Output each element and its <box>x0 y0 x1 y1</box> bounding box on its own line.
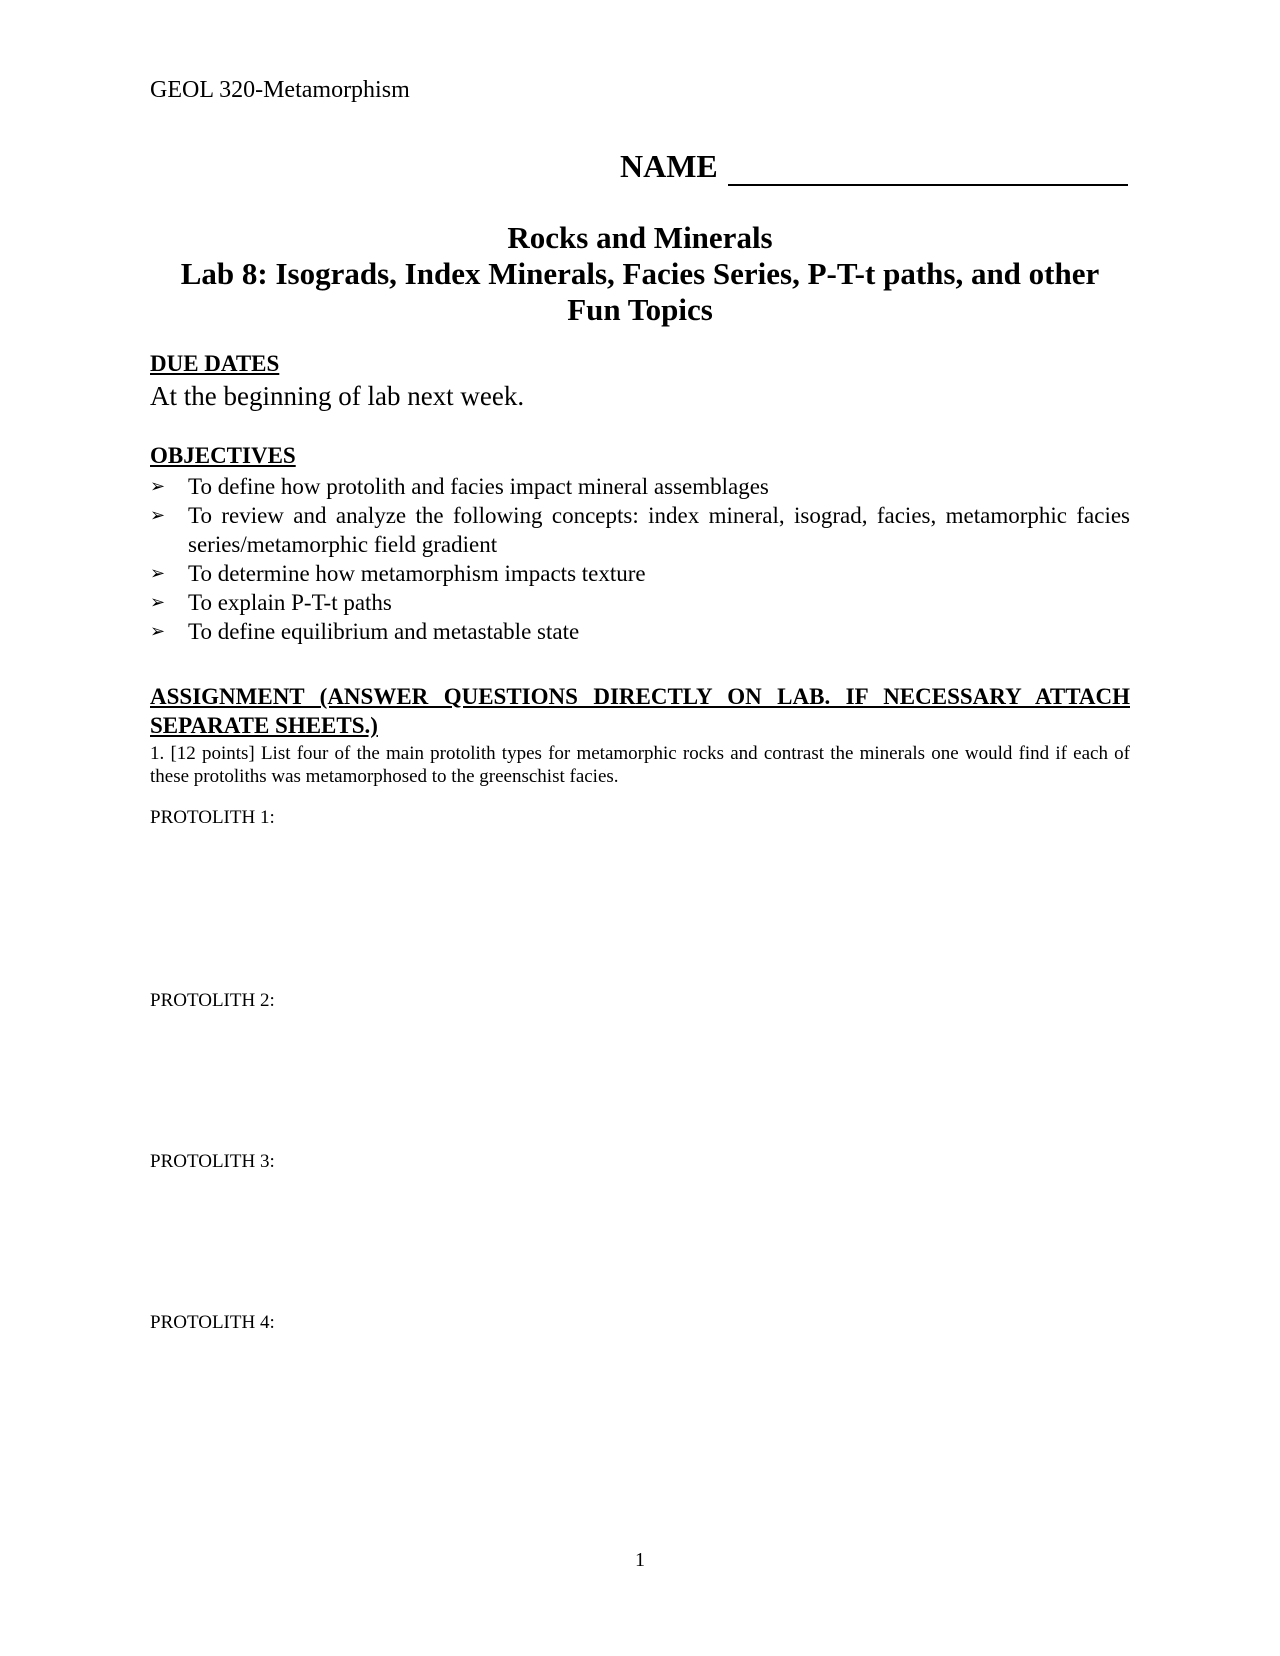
question-1: 1. [12 points] List four of the main protolith types for metamorphic rocks and contrast the minerals one would find if each of these protoliths was metamorphosed to the greenschist facies. <box>150 743 1130 787</box>
objective-item <box>150 501 1130 559</box>
due-dates-text: At the beginning of lab next week. <box>150 381 525 411</box>
objectives-heading: OBJECTIVES <box>150 443 296 468</box>
objective-text: To review and analyze the following concepts: index mineral, isograd, facies, metamorphic facies series/metamorphic field gradient <box>188 503 1130 557</box>
arrow-bullet-icon: ➢ <box>150 563 166 583</box>
assignment-heading: ASSIGNMENT (ANSWER QUESTIONS DIRECTLY ON LAB. IF NECESSARY ATTACH SEPARATE SHEETS.) <box>150 684 1130 738</box>
arrow-bullet-icon: ➢ <box>150 621 166 641</box>
due-dates-heading: DUE DATES <box>150 351 280 376</box>
protolith-1-label: PROTOLITH 1: <box>150 807 275 828</box>
protolith-2-label: PROTOLITH 2: <box>150 990 275 1011</box>
name-field <box>620 146 1130 186</box>
objective-text: To explain P-T-t paths <box>188 590 392 615</box>
objective-item <box>150 472 1130 501</box>
objective-text: To define how protolith and facies impact mineral assemblages <box>188 474 769 499</box>
objectives-list <box>150 472 1130 646</box>
title-line-2: Lab 8: Isograds, Index Minerals, Facies Series, P-T-t paths, and other <box>180 256 1100 291</box>
arrow-bullet-icon: ➢ <box>150 505 166 525</box>
name-blank-line[interactable] <box>728 148 1128 186</box>
lab-title <box>150 220 1130 328</box>
title-line-3: Fun Topics <box>567 292 713 327</box>
objective-item <box>150 617 1130 646</box>
protolith-4-label: PROTOLITH 4: <box>150 1312 275 1333</box>
objective-text: To define equilibrium and metastable state <box>188 619 580 644</box>
objective-item <box>150 559 1130 588</box>
title-line-1: Rocks and Minerals <box>507 220 773 255</box>
arrow-bullet-icon: ➢ <box>150 592 166 612</box>
objective-text: To determine how metamorphism impacts texture <box>188 561 646 586</box>
objective-item <box>150 588 1130 617</box>
course-header: GEOL 320-Metamorphism <box>150 77 410 103</box>
page-number: 1 <box>635 1549 645 1571</box>
protolith-3-label: PROTOLITH 3: <box>150 1151 275 1172</box>
arrow-bullet-icon: ➢ <box>150 476 166 496</box>
name-label: NAME <box>620 148 718 184</box>
